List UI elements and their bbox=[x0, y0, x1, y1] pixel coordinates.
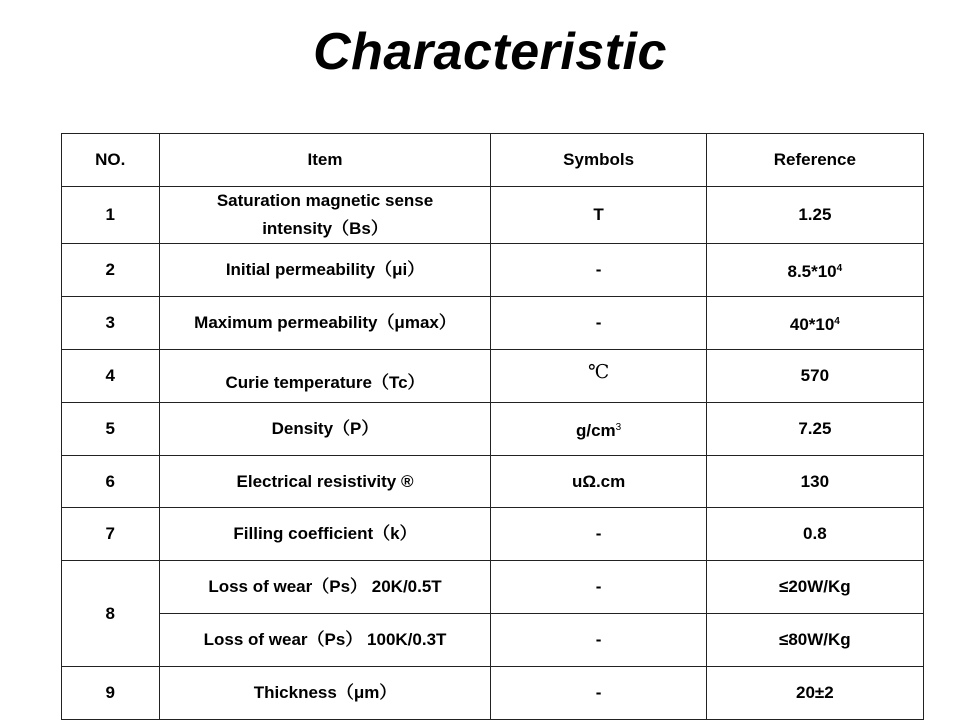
table-row bbox=[62, 297, 924, 350]
row-reference: 0.8 bbox=[706, 508, 923, 561]
row-reference: 570 bbox=[706, 350, 923, 403]
row-symbol: - bbox=[491, 667, 706, 720]
row-item: Maximum permeability（μmax） bbox=[159, 297, 491, 350]
symbol-base: g/cm bbox=[575, 420, 616, 440]
characteristic-table bbox=[61, 133, 924, 720]
reference-exponent: 4 bbox=[836, 262, 843, 274]
row-no: 2 bbox=[62, 244, 160, 297]
page-title: Characteristic bbox=[313, 23, 667, 81]
row-symbol: - bbox=[491, 561, 706, 614]
row-reference: 1.25 bbox=[706, 187, 923, 244]
row-reference bbox=[706, 297, 923, 350]
row-reference: ≤20W/Kg bbox=[706, 561, 923, 614]
row-reference: 20±2 bbox=[706, 667, 923, 720]
row-no: 6 bbox=[62, 456, 160, 508]
header-symbols: Symbols bbox=[491, 134, 706, 187]
row-no: 9 bbox=[62, 667, 160, 720]
reference-base: 8.5*10 bbox=[787, 261, 837, 281]
row-symbol: uΩ.cm bbox=[491, 456, 706, 508]
row-no: 5 bbox=[62, 403, 160, 456]
row-symbol: - bbox=[491, 614, 706, 667]
row-no: 3 bbox=[62, 297, 160, 350]
table-header-row bbox=[62, 134, 924, 187]
symbol-exponent: 3 bbox=[615, 421, 622, 433]
row-symbol: - bbox=[491, 244, 706, 297]
table-row bbox=[62, 667, 924, 720]
row-item: Loss of wear（Ps） 100K/0.3T bbox=[159, 614, 491, 667]
reference-base: 40*10 bbox=[789, 314, 835, 334]
row-no: 8 bbox=[62, 561, 160, 667]
row-reference: 7.25 bbox=[706, 403, 923, 456]
row-item: Filling coefficient（k） bbox=[159, 508, 491, 561]
row-reference: 130 bbox=[706, 456, 923, 508]
row-item: Electrical resistivity ® bbox=[159, 456, 491, 508]
table-row bbox=[62, 561, 924, 614]
table-row bbox=[62, 508, 924, 561]
table-row bbox=[62, 187, 924, 244]
row-reference: ≤80W/Kg bbox=[706, 614, 923, 667]
row-item: Density（P） bbox=[159, 403, 491, 456]
row-item: Initial permeability（μi） bbox=[159, 244, 491, 297]
row-item: Loss of wear（Ps） 20K/0.5T bbox=[159, 561, 491, 614]
reference-exponent: 4 bbox=[834, 315, 840, 327]
row-item: Thickness（μm） bbox=[159, 667, 491, 720]
row-symbol: ℃ bbox=[491, 350, 706, 403]
table-row bbox=[62, 403, 924, 456]
table-row bbox=[62, 244, 924, 297]
table-row bbox=[62, 614, 924, 667]
header-reference: Reference bbox=[706, 134, 923, 187]
row-symbol bbox=[491, 403, 706, 456]
row-symbol: T bbox=[491, 187, 706, 244]
row-no: 4 bbox=[62, 350, 160, 403]
row-item: Saturation magnetic sense intensity（Bs） bbox=[159, 187, 491, 244]
row-reference bbox=[706, 244, 923, 297]
row-item: Curie temperature（Tc） bbox=[159, 350, 491, 403]
row-no: 1 bbox=[62, 187, 160, 244]
header-item: Item bbox=[159, 134, 491, 187]
row-symbol: - bbox=[491, 508, 706, 561]
row-symbol: - bbox=[491, 297, 706, 350]
table-row bbox=[62, 456, 924, 508]
header-no: NO. bbox=[62, 134, 160, 187]
table-row bbox=[62, 350, 924, 403]
row-no: 7 bbox=[62, 508, 160, 561]
